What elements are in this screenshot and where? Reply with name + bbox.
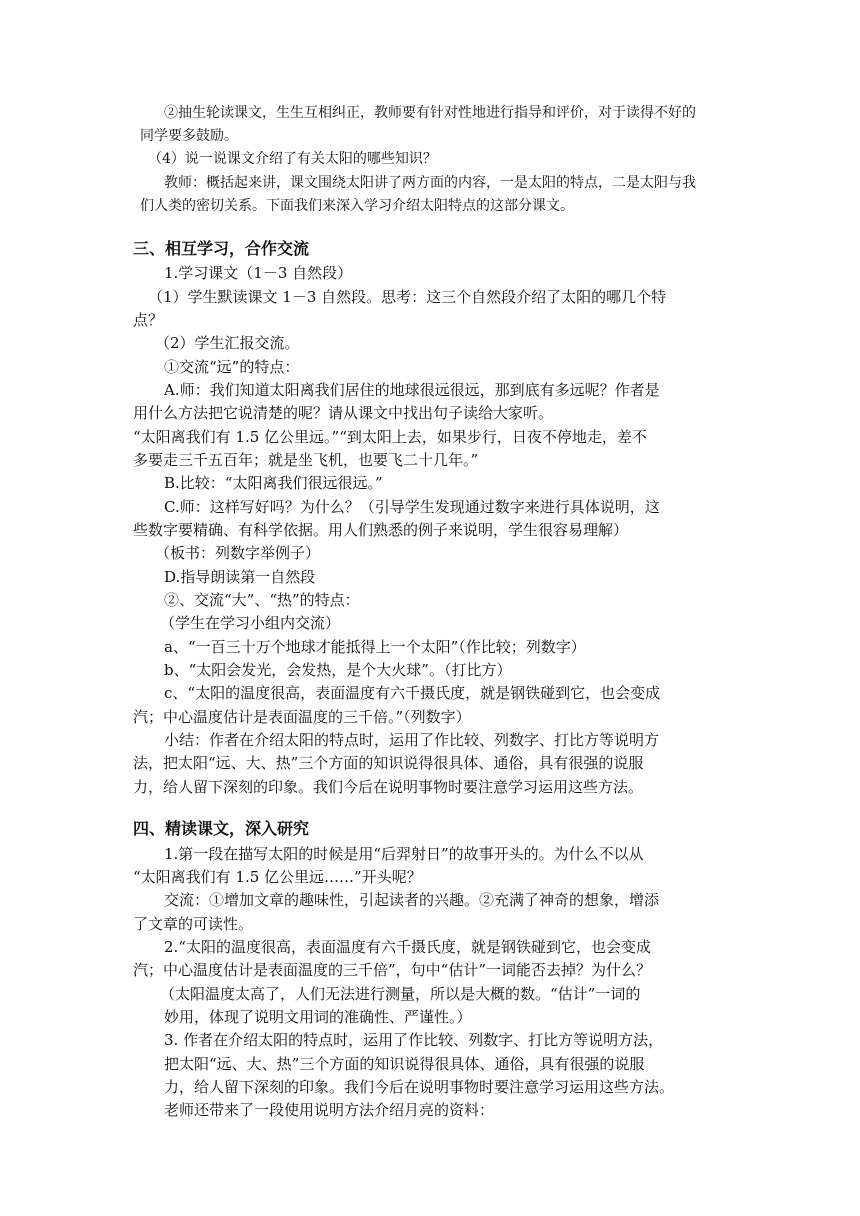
s4-line: “太阳离我们有 1.5 亿公里远……”开头呢？ <box>133 868 422 886</box>
s3-line: 点？ <box>133 311 164 329</box>
section4-heading: 四、精读课文，深入研究 <box>133 819 310 838</box>
section3-heading: 三、相互学习，合作交流 <box>133 239 310 258</box>
s3-line: a、“一百三十万个地球才能抵得上一个太阳”（作比较；列数字） <box>164 638 586 656</box>
s3-line: ①交流“远”的特点： <box>164 358 300 376</box>
s3-line: 用什么方法把它说清楚的呢？请从课文中找出句子读给大家听。 <box>133 404 554 422</box>
s3-line: 小结：作者在介绍太阳的特点时，运用了作比较、列数字、打比方等说明方 <box>164 731 660 749</box>
s4-line: 了文章的可读性。 <box>133 915 254 933</box>
s4-line: （太阳温度太高了，人们无法进行测量，所以是大概的数。“估计”一词的 <box>160 985 641 1003</box>
s4-line: 1.第一段在描写太阳的时候是用“后羿射日”的故事开头的。为什么不以从 <box>164 845 644 863</box>
question-4: （4）说一说课文介绍了有关太阳的哪些知识？ <box>148 151 437 167</box>
s3-line: 法，把太阳“远、大、热”三个方面的知识说得很具体、通俗，具有很强的说服 <box>133 754 644 772</box>
s4-line: 老师还带来了一段使用说明方法介绍月亮的资料： <box>164 1101 495 1119</box>
s3-line: （板书：列数字举例子） <box>155 544 321 562</box>
s3-line: D.指导朗读第一自然段 <box>164 568 316 586</box>
s4-line: 妙用，体现了说明文用词的准确性、严谨性。） <box>164 1008 472 1026</box>
s3-line: C.师：这样写好吗？为什么？（引导学生发现通过数字来进行具体说明，这 <box>164 498 660 516</box>
s3-line: A.师：我们知道太阳离我们居住的地球很远很远，那到底有多远呢？作者是 <box>164 381 660 399</box>
item2-line1: ②抽生轮读课文，生生互相纠正，教师要有针对性地进行指导和评价，对于读得不好的 <box>164 105 696 121</box>
s3-line: “太阳离我们有 1.5 亿公里远。”“到太阳上去，如果步行，日夜不停地走，差不 <box>133 428 647 446</box>
s3-line: 力，给人留下深刻的印象。我们今后在说明事物时要注意学习运用这些方法。 <box>133 778 644 796</box>
s4-line: 汽；中心温度估计是表面温度的三千倍”，句中“估计”一词能否去掉？为什么？ <box>133 961 652 979</box>
s4-line: 交流：①增加文章的趣味性，引起读者的兴趣。②充满了神奇的想象，增添 <box>164 891 660 909</box>
s3-line: 些数字要精确、有科学依据。用人们熟悉的例子来说明，学生很容易理解） <box>133 521 629 539</box>
s4-line: 把太阳“远、大、热”三个方面的知识说得很具体、通俗，具有很强的说服 <box>164 1055 645 1073</box>
s3-line: （1）学生默读课文 1－3 自然段。思考：这三个自然段介绍了太阳的哪几个特 <box>148 288 667 306</box>
s3-line: 多要走三千五百年；就是坐飞机，也要飞二十几年。” <box>133 451 479 469</box>
teacher-line1: 教师：概括起来讲，课文围绕太阳讲了两方面的内容，一是太阳的特点，二是太阳与我 <box>164 175 696 191</box>
s4-line: 3. 作者在介绍太阳的特点时，运用了作比较、列数字、打比方等说明方法， <box>164 1031 664 1049</box>
teacher-line2: 们人类的密切关系。下面我们来深入学习介绍太阳特点的这部分课文。 <box>140 198 574 214</box>
s3-line: （学生在学习小组内交流） <box>160 614 341 632</box>
s3-line: 汽；中心温度估计是表面温度的三千倍。”（列数字） <box>133 708 471 726</box>
s3-line: 1.学习课文（1－3 自然段） <box>164 264 353 282</box>
s4-line: 2.“太阳的温度很高，表面温度有六千摄氏度，就是钢铁碰到它，也会变成 <box>164 938 651 956</box>
s3-line: （2）学生汇报交流。 <box>155 334 300 352</box>
s3-line: B.比较：“太阳离我们很远很远。” <box>164 474 383 492</box>
item2-line2: 同学要多鼓励。 <box>140 128 238 144</box>
s3-line: ②、交流“大”、“热”的特点： <box>164 591 360 609</box>
s3-line: b、“太阳会发光，会发热，是个大火球”。（打比方） <box>164 661 512 679</box>
s3-line: c、“太阳的温度很高，表面温度有六千摄氏度，就是钢铁碰到它，也会变成 <box>164 684 661 702</box>
s4-line: 力，给人留下深刻的印象。我们今后在说明事物时要注意学习运用这些方法。 <box>164 1078 675 1096</box>
